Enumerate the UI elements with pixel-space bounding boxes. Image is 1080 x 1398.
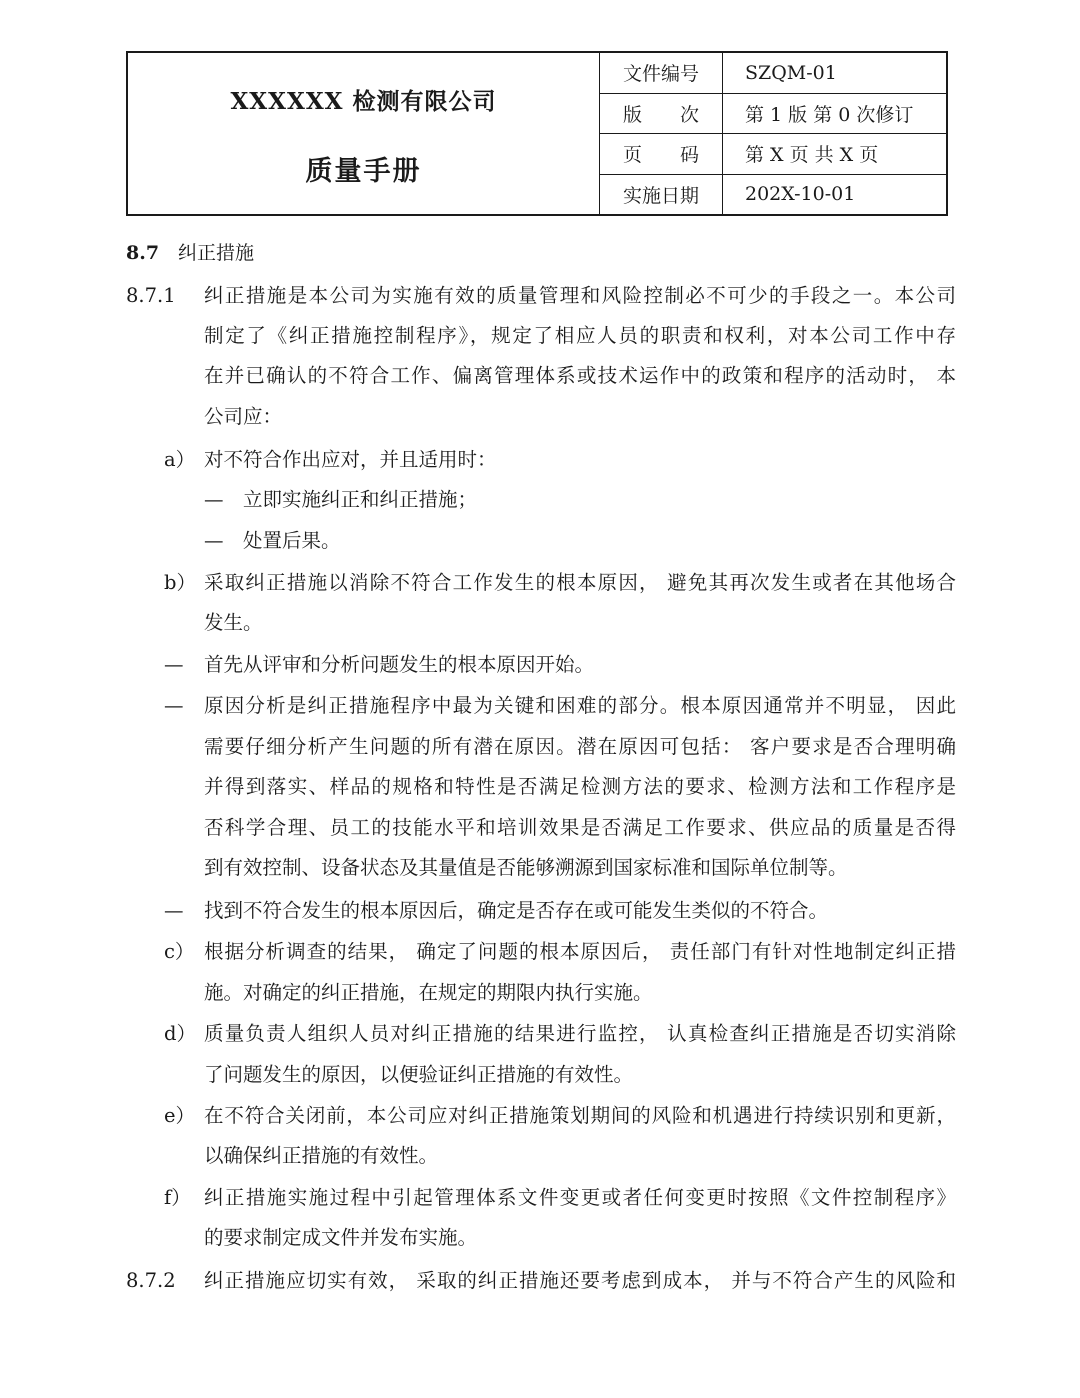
- clause-number: 8.7.1: [126, 284, 176, 307]
- header-row-page: [600, 134, 946, 175]
- header-row-doc-number: [600, 53, 946, 94]
- paragraph-line: 在并已确认的不符合工作、偏离管理体系或技术运作中的政策和程序的活动时， 本: [204, 364, 956, 387]
- section-title: 纠正措施: [178, 242, 255, 264]
- list-label: b）: [164, 571, 196, 594]
- dash-item-text: 首先从评审和分析问题发生的根本原因开始。: [204, 653, 595, 676]
- clause-number: 8.7.2: [126, 1269, 176, 1292]
- dash-label: —: [164, 653, 184, 676]
- list-item-text: 施。对确定的纠正措施，在规定的期限内执行实施。: [204, 981, 653, 1004]
- header-meta-cells: [600, 53, 946, 214]
- list-label: d）: [164, 1022, 196, 1045]
- dash-label: —: [164, 899, 184, 922]
- dash-label: —: [164, 694, 184, 717]
- header-key: 文件编号: [600, 53, 723, 93]
- company-name: XXXXXX 检测有限公司: [230, 88, 497, 115]
- header-key: 实施日期: [600, 175, 723, 215]
- dash-item-text: 否科学合理、员工的技能水平和培训效果是否满足工作要求、供应品的质量是否得: [204, 816, 956, 839]
- header-value: 202X-10-01: [745, 183, 856, 206]
- sub-item: — 立即实施纠正和纠正措施；: [204, 488, 478, 511]
- list-item-text: 以确保纠正措施的有效性。: [204, 1144, 439, 1167]
- list-item-text: 纠正措施实施过程中引起管理体系文件变更或者任何变更时按照《文件控制程序》: [204, 1186, 956, 1209]
- list-label: f）: [164, 1186, 191, 1209]
- paragraph-line: 制定了《纠正措施控制程序》，规定了相应人员的职责和权利，对本公司工作中存: [204, 324, 956, 347]
- header-value: 第 1 版 第 0 次修订: [745, 103, 914, 126]
- list-item-text: 的要求制定成文件并发布实施。: [204, 1226, 478, 1249]
- dash-item-text: 并得到落实、样品的规格和特性是否满足检测方法的要求、检测方法和工作程序是: [204, 775, 956, 798]
- header-row-edition: [600, 94, 946, 135]
- section-heading: [126, 238, 254, 265]
- document-header-table: [126, 51, 948, 216]
- list-label: a）: [164, 448, 196, 471]
- header-value: SZQM-01: [745, 61, 837, 84]
- list-item-text: 了问题发生的原因，以便验证纠正措施的有效性。: [204, 1063, 634, 1086]
- list-item-text: 根据分析调查的结果， 确定了问题的根本原因后， 责任部门有针对性地制定纠正措: [204, 940, 956, 963]
- paragraph-line: 公司应：: [204, 405, 283, 428]
- list-item-text: 采取纠正措施以消除不符合工作发生的根本原因， 避免其再次发生或者在其他场合: [204, 571, 956, 594]
- header-title-cell: [128, 53, 600, 214]
- list-label: c）: [164, 940, 195, 963]
- header-key: 版 次: [600, 94, 723, 134]
- paragraph-line: 纠正措施是本公司为实施有效的质量管理和风险控制必不可少的手段之一。本公司: [204, 284, 956, 307]
- paragraph-line: 纠正措施应切实有效， 采取的纠正措施还要考虑到成本， 并与不符合产生的风险和: [204, 1269, 956, 1292]
- list-item-text: 发生。: [204, 611, 263, 634]
- header-key: 页 码: [600, 134, 723, 174]
- manual-title: 质量手册: [305, 156, 422, 187]
- dash-item-text: 需要仔细分析产生问题的所有潜在原因。潜在原因可包括： 客户要求是否合理明确: [204, 735, 956, 758]
- section-number: 8.7: [126, 242, 160, 264]
- dash-item-text: 找到不符合发生的根本原因后，确定是否存在或可能发生类似的不符合。: [204, 899, 829, 922]
- list-item-text: 在不符合关闭前，本公司应对纠正措施策划期间的风险和机遇进行持续识别和更新，: [204, 1104, 956, 1127]
- sub-item: — 处置后果。: [204, 529, 341, 552]
- dash-item-text: 原因分析是纠正措施程序中最为关键和困难的部分。根本原因通常并不明显， 因此: [204, 694, 956, 717]
- dash-item-text: 到有效控制、设备状态及其量值是否能够溯源到国家标准和国际单位制等。: [204, 856, 848, 879]
- header-value: 第 X 页 共 X 页: [745, 144, 879, 167]
- list-item-text: 质量负责人组织人员对纠正措施的结果进行监控， 认真检查纠正措施是否切实消除: [204, 1022, 956, 1045]
- header-row-date: [600, 175, 946, 215]
- list-item-text: 对不符合作出应对，并且适用时：: [204, 448, 497, 471]
- list-label: e）: [164, 1104, 196, 1127]
